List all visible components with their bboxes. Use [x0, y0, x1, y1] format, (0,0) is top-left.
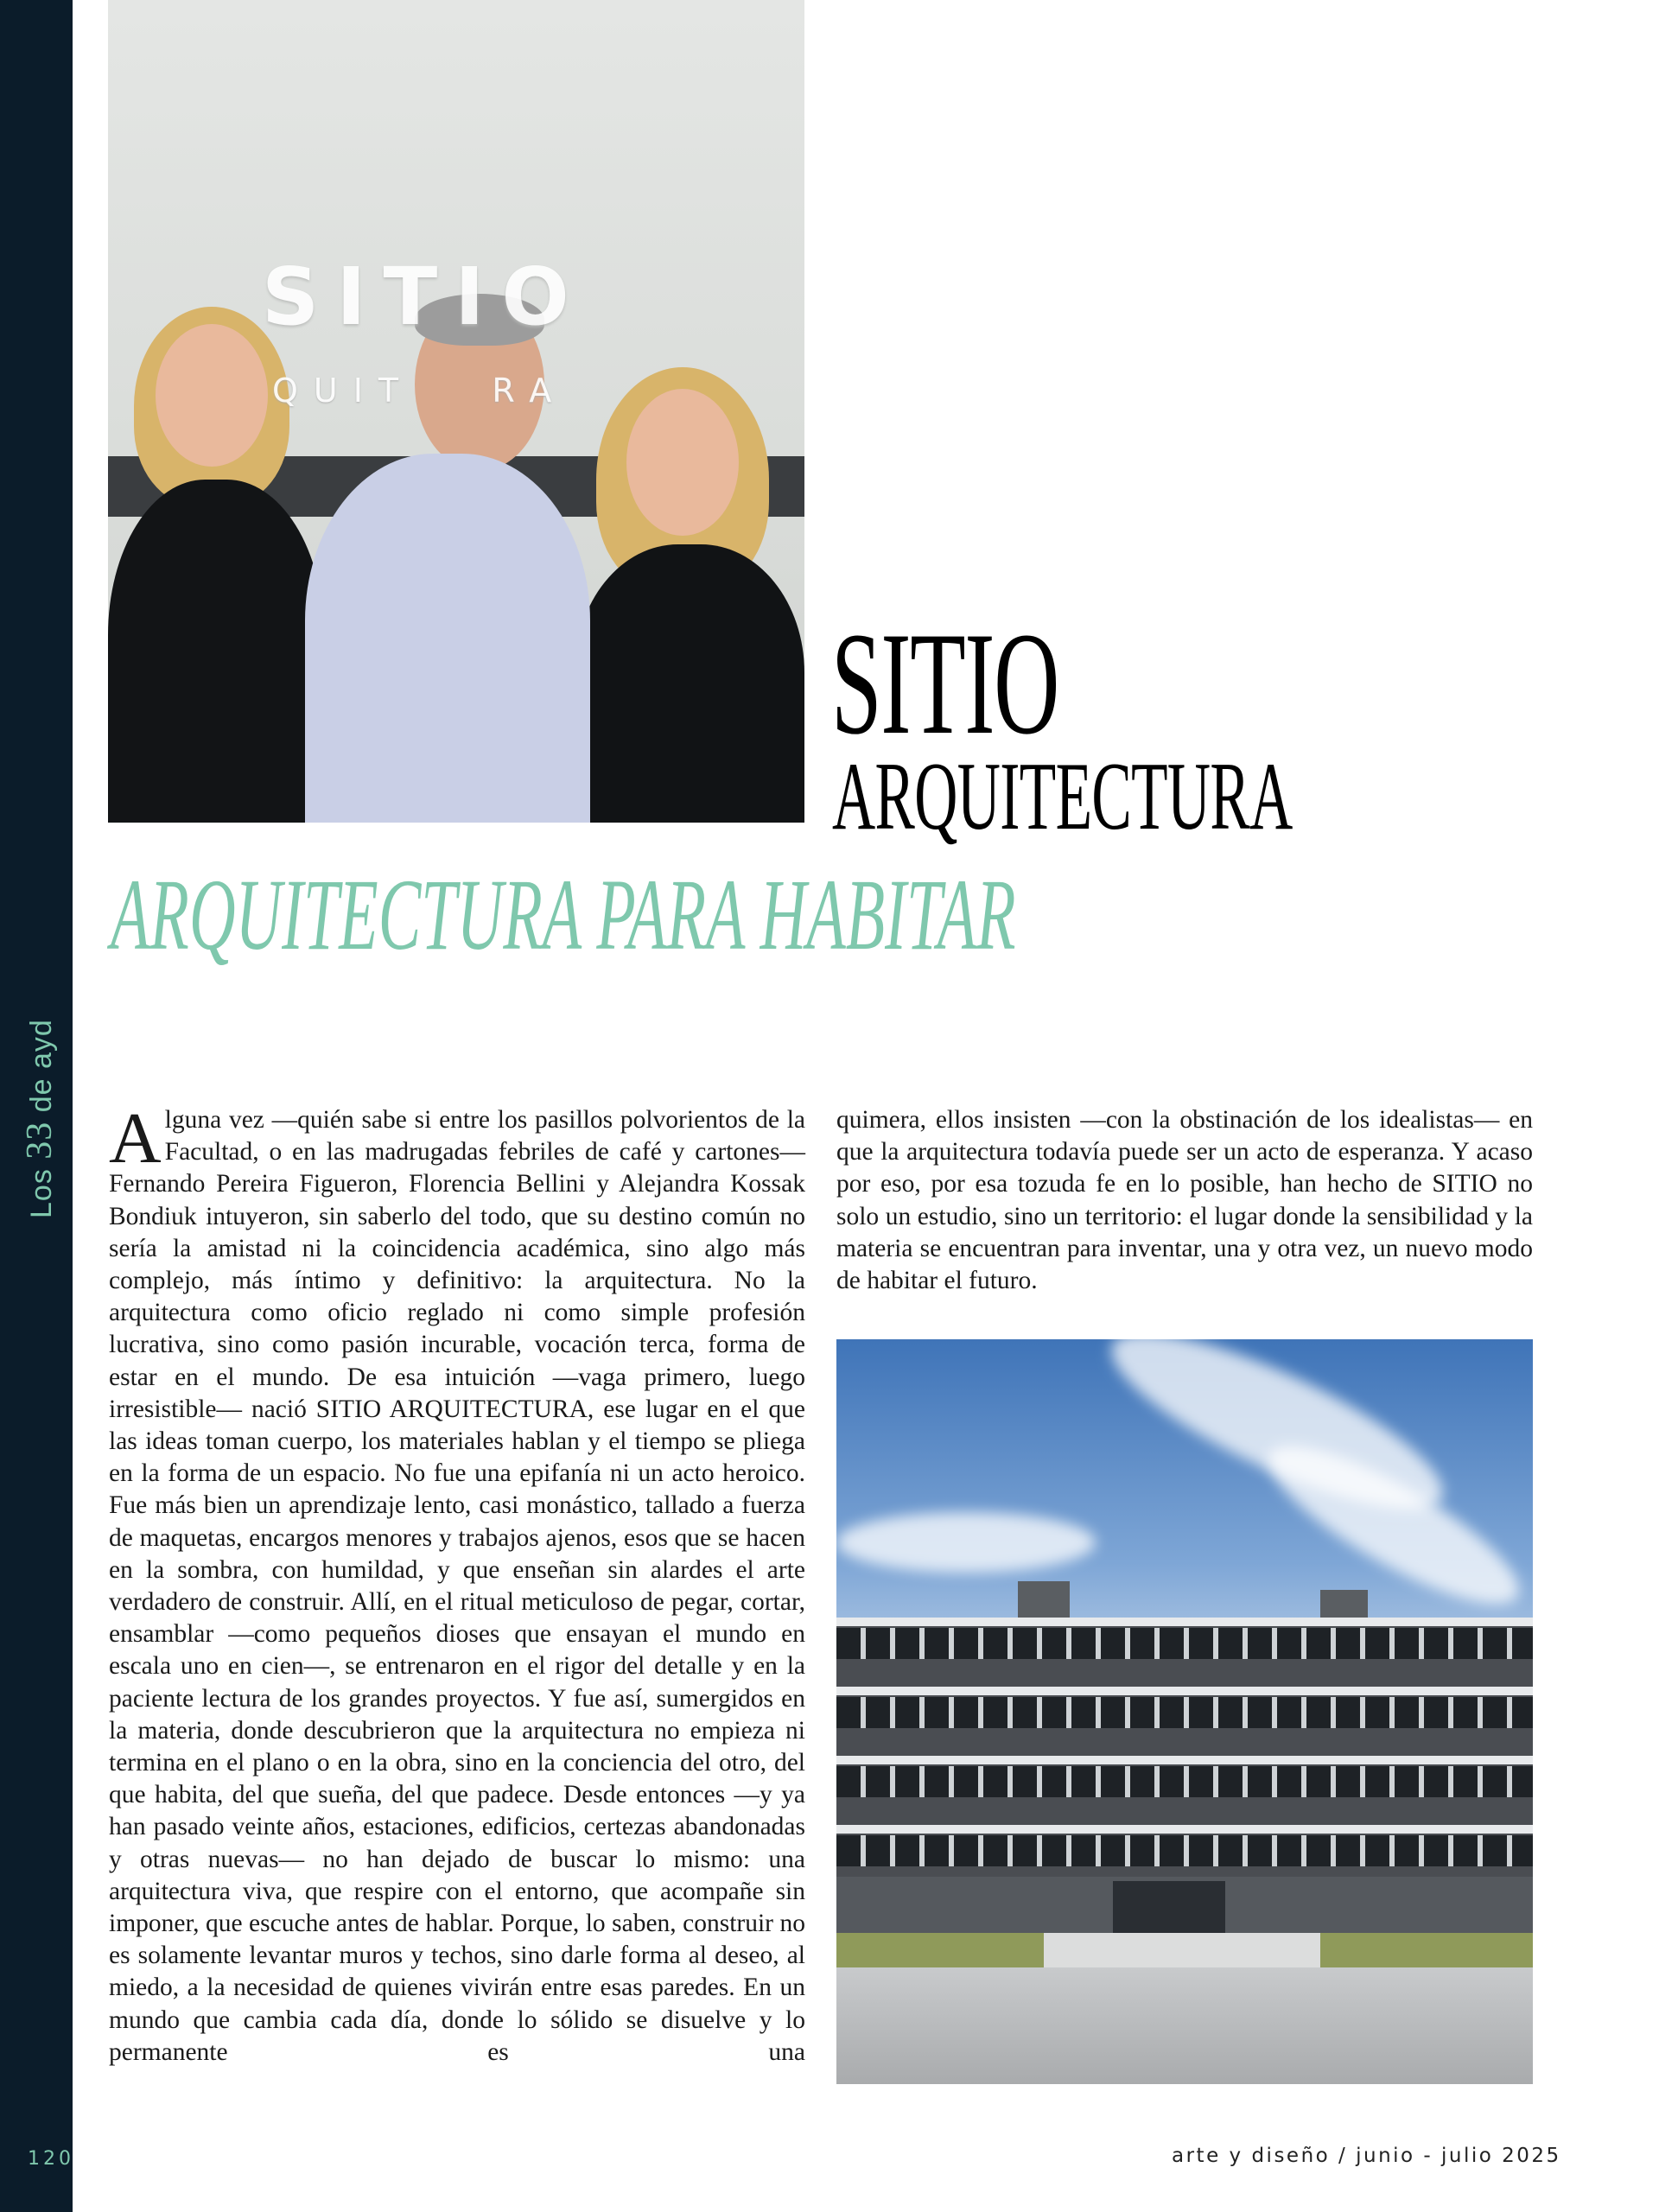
drop-cap: A	[109, 1098, 162, 1179]
balcony-row	[836, 1766, 1533, 1797]
article-column-2: quimera, ellos insisten —con la obstinación de los idealistas— en que la arquitectura todavía puede ser un acto de esperanza. Y acaso por eso, por esa tozuda fe en lo posible, han hecho de SITIO no solo un estudio, sino un territorio: el lugar donde la sensibilidad y la materia se encuentran para inventar, una y otra vez, un nuevo modo de habitar el futuro.	[836, 1106, 1533, 1295]
cloud	[836, 1512, 1096, 1573]
page-subtitle: ARQUITECTURA PARA HABITAR	[111, 858, 1016, 971]
lawn	[1320, 1933, 1533, 1967]
page-title: SITIO	[831, 602, 1059, 765]
page-title-line2: ARQUITECTURA	[832, 743, 1293, 850]
page-number: 120	[28, 2148, 74, 2170]
article-text-1: lguna vez —quién sabe si entre los pasillos polvorientos de la Facultad, o en las madrugadas febriles de café y cartones— Fernando Pereira Figueron, Florencia Bellini y Alejandra Kossak Bondiuk intuyeron, sin saberlo del todo, que su destino común no sería la amistad ni la coincidencia académica, sino algo más complejo, más íntimo y definitivo: la arquitectura. No la arquitectura como oficio reglado ni como simple profesión lucrativa, sino como pasión incurable, vocación terca, forma de estar en el mundo. De esa intuición —vaga primero, luego irresistible— nació SITIO ARQUITECTURA, ese lugar en el que las ideas toman cuerpo, los materiales hablan y el tiempo se pliega en la forma de un espacio. No fue una epifanía ni un acto heroico. Fue más bien un aprendizaje lento, casi monástico, tallado a fuerza de maquetas, encargos menores y trabajos ajenos, esos que se hacen en la sombra, con humildad, y que enseñan sin alardes el arte verdadero de construir. Allí, en el ritual meticuloso de pegar, cortar, ensamblar —como pequeños dioses que ensayan el mundo en escala uno en cien—, se entrenaron en el rigor del detalle y en la paciente lectura de los grandes proyectos. Y fue así, sumergidos en la materia, donde descubrieron que la arquitectura no empieza ni termina en el plano o en la obra, sino en la conciencia del otro, del que habita, del que sueña, del que padece. Desde entonces —y ya han pasado veinte años, estaciones, edificios, certezas abandonadas y otras nuevas— no han dejado de buscar lo mismo: una arquitectura viva, que respire con el entorno, que acompañe sin imponer, que escuche antes de hablar. Porque, lo saben, construir no es solamente levantar muros y techos, sino darle forma al deseo, al miedo, a la necesidad de quienes vivirán entre esas paredes. En un mundo que cambia cada día, donde lo sólido se disuelve y lo permanente es una	[109, 1106, 805, 2066]
person-right-face	[626, 389, 739, 536]
floor-slab	[836, 1687, 1533, 1695]
paving	[836, 1967, 1533, 2084]
building-photo	[836, 1339, 1533, 2084]
person-left-body	[108, 480, 324, 823]
footer-issue: arte y diseño / junio - julio 2025	[1172, 2145, 1561, 2167]
section-title-vertical	[19, 1019, 60, 1218]
entrance	[1113, 1881, 1225, 1933]
rooftop-structure	[1320, 1590, 1368, 1620]
walkway	[1044, 1933, 1320, 1967]
rooftop-structure	[1018, 1581, 1070, 1620]
sidebar-band	[0, 0, 73, 2212]
balcony-row	[836, 1628, 1533, 1659]
balcony-row	[836, 1697, 1533, 1728]
section-title-suffix: de ayd	[25, 1019, 58, 1122]
balcony-row	[836, 1835, 1533, 1866]
lawn	[836, 1933, 1044, 1967]
person-center-body	[305, 454, 590, 823]
person-right-body	[575, 544, 804, 823]
section-title-number: 33	[20, 1121, 60, 1160]
photo-sign-subtext: QUIT RA	[272, 372, 568, 410]
person-left-face	[156, 324, 268, 467]
team-photo	[108, 0, 804, 823]
photo-sign-text: SITIO	[262, 251, 587, 343]
floor-slab	[836, 1618, 1533, 1626]
floor-slab	[836, 1756, 1533, 1764]
floor-slab	[836, 1825, 1533, 1834]
section-title-prefix: Los	[25, 1159, 58, 1218]
article-column-1	[109, 1098, 805, 2069]
building-facade	[836, 1618, 1533, 1933]
